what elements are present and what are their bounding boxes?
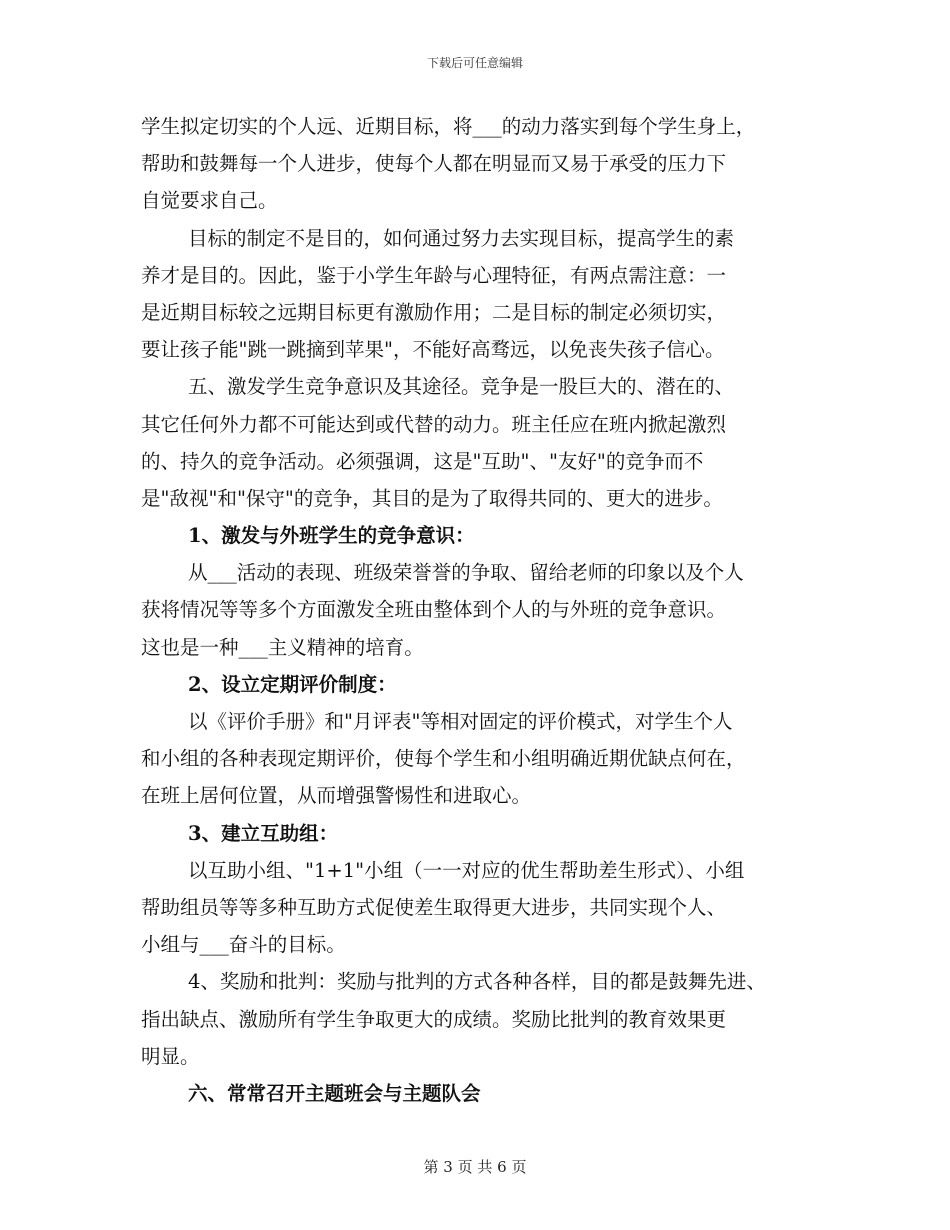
page-header: 下载后可任意编辑 — [426, 56, 523, 70]
paragraph-line: 帮助组员等等多种互助方式促使差生取得更大进步，共同实现个人、 — [141, 895, 727, 919]
paragraph-line: 是"敌视"和"保守"的竞争，其目的是为了取得共同的、更大的进步。 — [141, 486, 723, 510]
paragraph-line: 在班上居何位置，从而增强警惕性和进取心。 — [141, 784, 532, 808]
section-heading: 3、建立互助组： — [188, 821, 339, 845]
paragraph-line: 其它任何外力都不可能达到或代替的动力。班主任应在班内掀起激烈 — [141, 412, 727, 436]
paragraph-line: 明显。 — [141, 1044, 200, 1068]
document-body — [141, 108, 831, 1112]
paragraph-line: 是近期目标较之远期目标更有激励作用；二是目标的制定必须切实， — [141, 300, 727, 324]
paragraph-line: 指出缺点、激励所有学生争取更大的成绩。奖励比批判的教育效果更 — [141, 1007, 727, 1031]
page-footer: 第 3 页 共 6 页 — [423, 1158, 527, 1176]
paragraph-line: 小组与___奋斗的目标。 — [141, 933, 346, 957]
paragraph-line: 这也是一种___主义精神的培育。 — [141, 635, 424, 659]
paragraph-line: 五、激发学生竞争意识及其途径。竞争是一股巨大的、潜在的、 — [188, 375, 735, 399]
paragraph-line: 4、奖励和批判：奖励与批判的方式各种各样，目的都是鼓舞先进、 — [188, 970, 766, 994]
paragraph-line: 养才是目的。因此，鉴于小学生年龄与心理特征，有两点需注意：一 — [141, 263, 727, 287]
paragraph-line: 从___活动的表现、班级荣誉誉的争取、留给老师的印象以及个人 — [188, 561, 744, 585]
paragraph-line: 以互助小组、"1+1"小组（一一对应的优生帮助差生形式）、小组 — [188, 858, 745, 882]
section-heading: 1、激发与外班学生的竞争意识： — [188, 524, 475, 548]
paragraph-line: 的、持久的竞争活动。必须强调，这是"互助"、"友好"的竞争而不 — [141, 449, 704, 473]
paragraph-line: 帮助和鼓舞每一个人进步，使每个人都在明显而又易于承受的压力下 — [141, 152, 727, 176]
paragraph-line: 和小组的各种表现定期评价，使每个学生和小组明确近期优缺点何在， — [141, 747, 746, 771]
section-heading: 2、设立定期评价制度： — [188, 672, 397, 696]
paragraph-line: 目标的制定不是目的，如何通过努力去实现目标，提高学生的素 — [188, 226, 735, 250]
paragraph-line: 自觉要求自己。 — [141, 189, 278, 213]
paragraph-line: 以《评价手册》和"月评表"等相对固定的评价模式，对学生个人 — [188, 710, 733, 733]
paragraph-line: 要让孩子能"跳一跳摘到苹果"，不能好高骛远，以免丧失孩子信心。 — [141, 338, 725, 362]
paragraph-line: 获将情况等等多个方面激发全班由整体到个人的与外班的竞争意识。 — [141, 598, 727, 622]
paragraph-line: 学生拟定切实的个人远、近期目标，将___的动力落实到每个学生身上， — [141, 115, 756, 138]
section-heading: 六、常常召开主题班会与主题队会 — [188, 1081, 481, 1105]
